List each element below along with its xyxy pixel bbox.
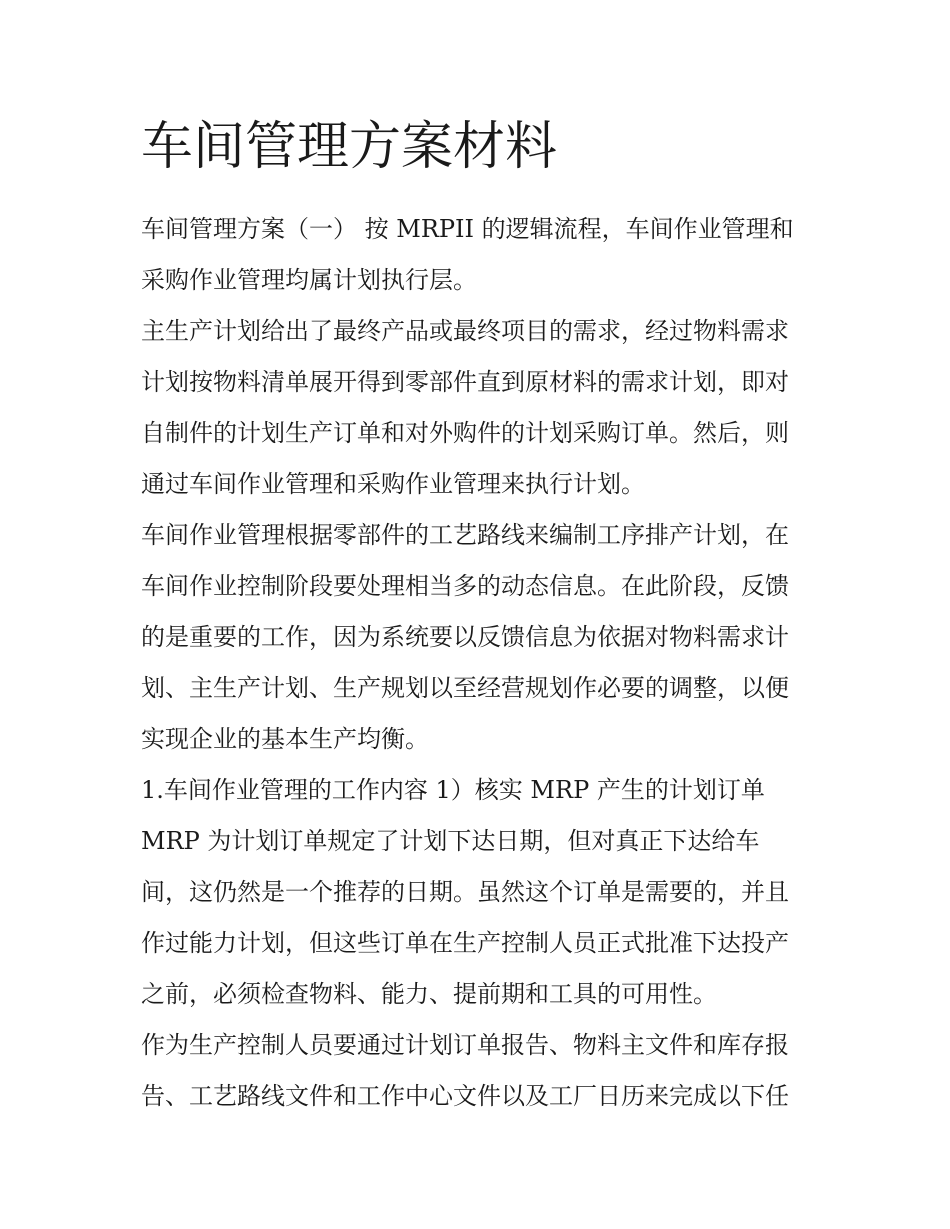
document-page: [141, 112, 813, 1122]
text-line: MRP 为计划订单规定了计划下达日期，但对真正下达给车: [141, 827, 760, 855]
text-line: 通过车间作业管理和采购作业管理来执行计划。: [141, 470, 645, 498]
text-line: 间，这仍然是一个推荐的日期。虽然这个订单是需要的，并且: [141, 878, 789, 906]
text-line: 作为生产控制人员要通过计划订单报告、物料主文件和库存报: [141, 1031, 789, 1059]
text-line: 实现企业的基本生产均衡。: [141, 725, 429, 753]
text-line: 车间作业控制阶段要处理相当多的动态信息。在此阶段，反馈: [141, 572, 789, 600]
text-line: 1.车间作业管理的工作内容 1）核实 MRP 产生的计划订单: [141, 776, 765, 804]
document-title: 车间管理方案材料: [141, 117, 558, 177]
text-line: 作过能力计划，但这些订单在生产控制人员正式批准下达投产: [141, 929, 789, 957]
text-line: 采购作业管理均属计划执行层。: [141, 266, 477, 294]
text-line: 之前，必须检查物料、能力、提前期和工具的可用性。: [141, 980, 717, 1008]
text-line: 计划按物料清单展开得到零部件直到原材料的需求计划，即对: [141, 368, 789, 396]
text-line: 自制件的计划生产订单和对外购件的计划采购订单。然后，则: [141, 419, 789, 447]
paragraph-3: [141, 510, 813, 765]
text-line: 车间作业管理根据零部件的工艺路线来编制工序排产计划，在: [141, 521, 789, 549]
paragraph-4: [141, 765, 813, 1020]
text-line: 车间管理方案（一） 按 MRPII 的逻辑流程，车间作业管理和: [141, 215, 794, 243]
text-line: 的是重要的工作，因为系统要以反馈信息为依据对物料需求计: [141, 623, 789, 651]
text-line: 主生产计划给出了最终产品或最终项目的需求，经过物料需求: [141, 317, 789, 345]
paragraph-2: [141, 306, 813, 510]
paragraph-1: [141, 204, 813, 306]
paragraph-5: [141, 1020, 813, 1122]
text-line: 告、工艺路线文件和工作中心文件以及工厂日历来完成以下任: [141, 1082, 789, 1110]
text-line: 划、主生产计划、生产规划以至经营规划作必要的调整，以便: [141, 674, 789, 702]
